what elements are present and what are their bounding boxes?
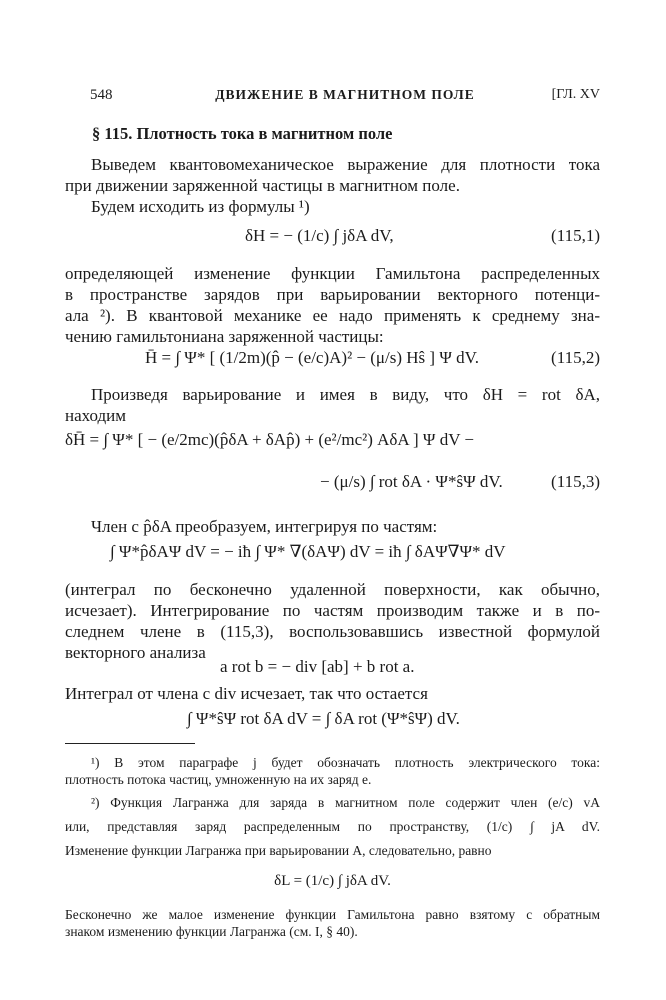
text-line: определяющей изменение функции Гамильтона распределенных (65, 264, 600, 283)
running-title: ДВИЖЕНИЕ В МАГНИТНОМ ПОЛЕ (215, 87, 475, 102)
equation-body: δH̄ = ∫ Ψ* [ − (e/2mc)(p̂δA + δAp̂) + (e²/mc²) AδA ] Ψ dV − (65, 430, 475, 449)
text-line: или, представляя заряд распределенным по пространству, (1/c) ∫ jA dV. (65, 819, 600, 834)
text-line: Произведя варьирование и имея в виду, что δH = rot δA, (91, 385, 600, 404)
equation-integration-by-parts (65, 542, 600, 574)
text-line: (интеграл по бесконечно удаленной поверхности, как обычно, (65, 580, 600, 599)
paragraph-3 (65, 263, 600, 347)
footnote-2-continuation (65, 906, 600, 940)
equation-115-2 (65, 348, 600, 380)
page-header (90, 87, 600, 109)
equation-115-1 (65, 226, 600, 258)
paragraph-4 (65, 384, 600, 426)
equation-number: (115,3) (551, 472, 600, 491)
paragraph-6 (65, 579, 600, 663)
equation-115-3b (65, 472, 600, 504)
equation-body: a rot b = − div [ab] + b rot a. (220, 657, 415, 676)
equation-body: ∫ Ψ*p̂δAΨ dV = − iħ ∫ Ψ* ∇(δAΨ) dV = iħ ∫ δAΨ∇Ψ* dV (110, 542, 506, 561)
text-line: в пространстве зарядов при варьировании векторного потенци- (65, 285, 600, 304)
equation-body: δL = (1/c) ∫ jδA dV. (274, 873, 391, 889)
paragraph-2 (65, 196, 600, 217)
text-line: Изменение функции Лагранжа при варьировании A, следовательно, равно (65, 843, 492, 858)
text-line: следнем члене в (115,3), воспользовавшись известной формулой (65, 622, 600, 641)
footnote-1 (65, 754, 600, 788)
footnote-2 (65, 792, 600, 862)
text-line: Бесконечно же малое изменение функции Гамильтона равно взятому с обратным (65, 907, 600, 922)
text-line: Будем исходить из формулы ¹) (91, 197, 310, 216)
equation-number: (115,1) (551, 226, 600, 245)
text-line: плотность потока частиц, умноженную на их заряд e. (65, 772, 372, 787)
text-line: ала ²). В квантовой механике ее надо применять к среднему зна- (65, 306, 600, 325)
text-line: чению гамильтониана заряженной частицы: (65, 327, 384, 346)
text-line: ¹) В этом параграфе j будет обозначать плотность электрического тока: (91, 755, 600, 770)
text-line: находим (65, 406, 127, 425)
text-line: ²) Функция Лагранжа для заряда в магнитном поле содержит член (e/c) vA (91, 795, 600, 810)
paragraph-1 (65, 154, 600, 196)
text-line: знаком изменению функции Лагранжа (см. I, § 40). (65, 924, 358, 939)
footnote-2-equation (65, 872, 600, 890)
text-line: при движении заряженной частицы в магнитном поле. (65, 176, 460, 195)
equation-body: H̄ = ∫ Ψ* [ (1/2m)(p̂ − (e/c)A)² − (μ/s) Hŝ ] Ψ dV. (145, 348, 479, 367)
text-line: Член с p̂δA преобразуем, интегрируя по частям: (91, 517, 438, 536)
equation-final (65, 709, 600, 741)
text-line: векторного анализа (65, 643, 206, 662)
equation-115-3a (65, 430, 600, 462)
equation-body: ∫ Ψ*ŝΨ rot δA dV = ∫ δA rot (Ψ*ŝΨ) dV. (187, 709, 460, 728)
paragraph-7 (65, 683, 600, 704)
footnote-divider (65, 743, 195, 744)
paragraph-5 (65, 516, 600, 537)
text-line: Выведем квантовомеханическое выражение для плотности тока (91, 155, 600, 174)
page-number: 548 (90, 87, 113, 103)
equation-body: δH = − (1/c) ∫ jδA dV, (245, 226, 394, 245)
equation-body: − (μ/s) ∫ rot δA · Ψ*ŝΨ dV. (320, 472, 503, 491)
section-title: § 115. Плотность тока в магнитном поле (92, 124, 393, 143)
text-line: исчезает). Интегрирование по частям производим также и в по- (65, 601, 600, 620)
chapter-label: [ГЛ. XV (551, 87, 600, 102)
text-line: Интеграл от члена с div исчезает, так что остается (65, 684, 428, 703)
equation-number: (115,2) (551, 348, 600, 367)
